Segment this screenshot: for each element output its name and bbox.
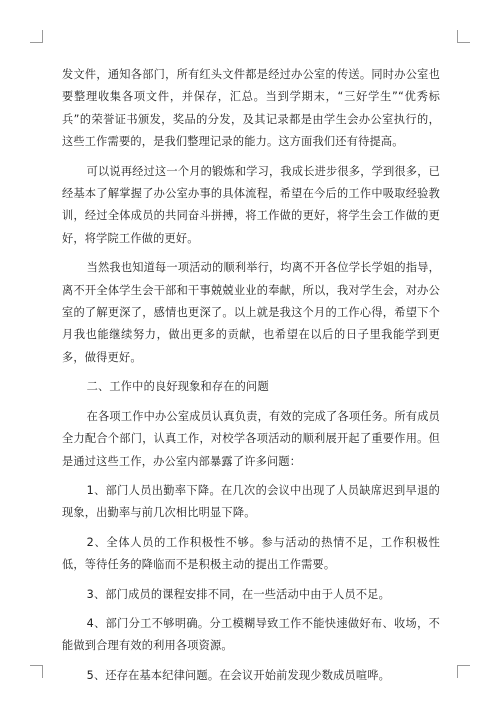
crop-mark-bottom-right [457,665,470,678]
list-item: 5、还存在基本纪律问题。在会议开始前发现少数成员喧哗。 [86,668,391,682]
crop-mark-top-right [457,30,470,43]
list-item: 4、部门分工不够明确。分工模糊导致工作不能快速做好布、收场，不能做到合理有效的利用各项资源。 [62,616,440,653]
paragraph: 可以说再经过这一个月的锻炼和学习，我成长进步很多，学到很多，已经基本了解掌握了办公室办事的具体流程，希望在今后的工作中吸取经验教训，经过全体成员的共同奋斗拼搏，将工作做的更好，将学生会工作做的更好，将学院工作做的更好。 [62,164,440,245]
crop-mark-top-left [30,30,43,43]
paragraph-continued: 发文件，通知各部门，所有红头文件都是经过办公室的传送。同时办公室也要整理收集各项文件，并保存，汇总。当到学期末，“三好学生”“优秀标兵”的荣誉证书颁发，奖品的分发，及其记录都是由学生会办公室执行的，这些工作需要的，是我们整理记录的能力。这方面我们还有待提高。 [62,68,440,149]
paragraph: 当然我也知道每一项活动的顺利举行，均离不开各位学长学姐的指导，离不开全体学生会干部和干事兢兢业业的奉献，所以，我对学生会，对办公室的了解更深了，感情也更深了。以上就是我这个月的工作心得，希望下个月我也能继续努力，做出更多的贡献，也希望在以后的日子里我能学到更多，做得更好。 [62,261,440,364]
paragraph: 在各项工作中办公室成员认真负责，有效的完成了各项任务。所有成员全力配合个部门，认真工作，对校学各项活动的顺利展开起了重要作用。但是通过这些工作，办公室内部暴露了许多问题： [62,409,440,468]
list-item: 2、全体人员的工作积极性不够。参与活动的热情不足，工作积极性低，等待任务的降临而不是积极主动的提出工作需要。 [62,535,440,572]
list-item: 1、部门人员出勤率下降。在几次的会议中出现了人员缺席迟到早退的现象，出勤率与前几次相比明显下降。 [62,483,440,520]
document-body [62,64,440,687]
list-item: 3、部门成员的课程安排不同，在一些活动中由于人员不足。 [86,587,391,601]
section-heading: 二、工作中的良好现象和存在的问题 [86,380,269,394]
crop-mark-bottom-left [30,665,43,678]
